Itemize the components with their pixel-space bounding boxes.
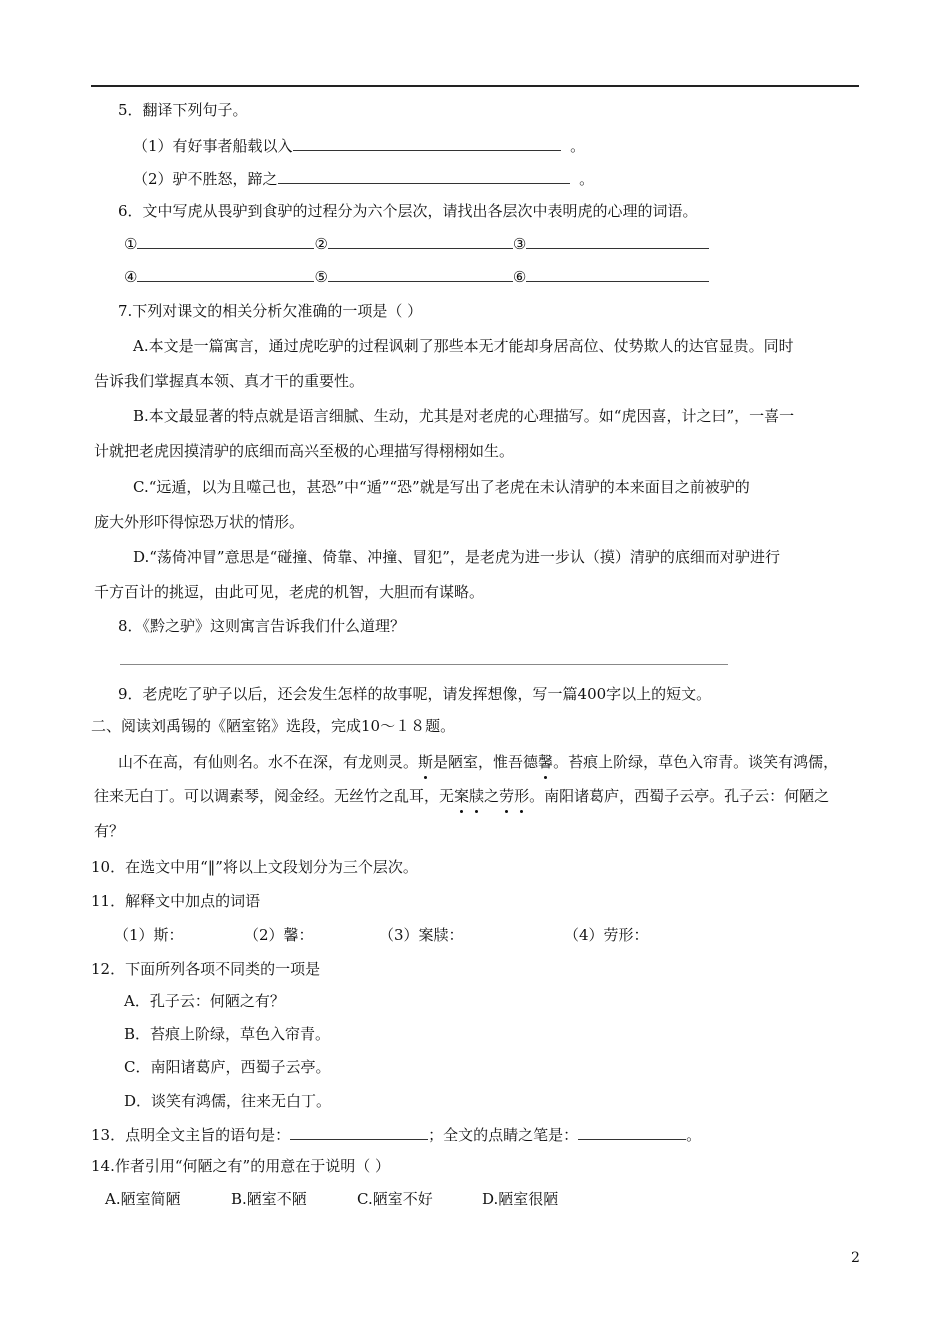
passage-text: 是陋室，惟吾德 — [433, 753, 539, 771]
q5-s1-text: （1）有好事者船载以入 — [133, 137, 293, 155]
answer-blank[interactable] — [137, 233, 314, 249]
q5-s1-end: 。 — [570, 137, 586, 155]
answer-blank[interactable] — [578, 1124, 686, 1140]
answer-blank[interactable] — [328, 233, 513, 249]
q14-option-a: A.陋室简陋 — [105, 1190, 181, 1208]
passage-line-1 — [118, 752, 838, 772]
q6-mark-6: ⑥ — [512, 268, 527, 286]
q6-row-2 — [124, 266, 709, 287]
header-rule — [91, 85, 859, 87]
q7-title: 7.下列对课文的相关分析欠准确的一项是（ ） — [118, 302, 423, 320]
answer-blank[interactable] — [526, 266, 709, 282]
dotted-word: 斯 — [418, 753, 434, 771]
section-2-title: 二、阅读刘禹锡的《陋室铭》选段，完成10～１８题。 — [91, 717, 456, 735]
q12-title: 12．下面所列各项不同类的一项是 — [91, 960, 321, 978]
q13-text-1: 13．点明全文主旨的语句是： — [91, 1126, 291, 1144]
q12-option-d: D．谈笑有鸿儒，往来无白丁。 — [124, 1092, 332, 1110]
q6-mark-4: ④ — [124, 268, 138, 286]
q13-text-2: ；全文的点睛之笔是： — [428, 1126, 579, 1144]
q6-mark-2: ② — [314, 235, 328, 253]
q6-title: 6．文中写虎从畏驴到食驴的过程分为六个层次，请找出各层次中表明虎的心理的词语。 — [118, 202, 698, 220]
passage-line-3: 有？ — [94, 822, 125, 840]
q11-item-2: （2）馨： — [244, 926, 314, 944]
q7-option-b-line-2: 计就把老虎因摸清驴的底细而高兴至极的心理描写得栩栩如生。 — [94, 442, 515, 460]
dotted-word: 馨 — [538, 753, 554, 771]
q7-option-c-line-1: C.“远遁，以为且噬己也，甚恐”中“遁”“恐”就是写出了老虎在未认清驴的本来面目之前被驴的 — [133, 478, 750, 496]
q7-option-d-line-2: 千方百计的挑逗，由此可见，老虎的机智，大胆而有谋略。 — [94, 583, 485, 601]
q7-option-a-line-2: 告诉我们掌握真本领、真才干的重要性。 — [94, 372, 365, 390]
q14-option-c: C.陋室不好 — [357, 1190, 433, 1208]
q7-option-b-line-1: B.本文最显著的特点就是语言细腻、生动，尤其是对老虎的心理描写。如“虎因喜，计之曰”，一喜一 — [133, 407, 795, 425]
q14-option-d: D.陋室很陋 — [482, 1190, 559, 1208]
q11-item-1: （1）斯： — [114, 926, 184, 944]
dotted-word: 形 — [514, 787, 530, 805]
q12-option-b: B．苔痕上阶绿，草色入帘青。 — [124, 1025, 331, 1043]
q7-option-a-line-1: A.本文是一篇寓言，通过虎吃驴的过程讽刺了那些本无才能却身居高位、仗势欺人的达官显贵。同时 — [133, 337, 794, 355]
q9-title: 9．老虎吃了驴子以后，还会发生怎样的故事呢，请发挥想像，写一篇400字以上的短文。 — [118, 685, 712, 703]
passage-line-2 — [94, 786, 829, 806]
dotted-word: 牍 — [469, 787, 485, 805]
q7-option-d-line-1: D.“荡倚冲冒”意思是“碰撞、倚靠、冲撞、冒犯”，是老虎为进一步认（摸）清驴的底细而对驴进行 — [133, 548, 780, 566]
q11-item-3: （3）案牍： — [379, 926, 464, 944]
q6-mark-5: ⑤ — [314, 268, 328, 286]
q14-option-b: B.陋室不陋 — [231, 1190, 307, 1208]
answer-blank[interactable] — [293, 135, 561, 151]
q12-option-c: C．南阳诸葛庐，西蜀子云亭。 — [124, 1058, 331, 1076]
passage-text: 。南阳诸葛庐，西蜀子云亭。孔子云：何陋之 — [529, 787, 830, 805]
q5-sentence-1 — [133, 135, 585, 156]
q13-line — [91, 1124, 701, 1145]
page-number: 2 — [851, 1250, 860, 1266]
q5-s2-text: （2）驴不胜怒，蹄之 — [133, 170, 278, 188]
answer-blank[interactable] — [278, 168, 570, 184]
q8-title: 8．《黔之驴》这则寓言告诉我们什么道理？ — [118, 617, 406, 635]
answer-blank[interactable] — [290, 1124, 428, 1140]
answer-blank[interactable] — [526, 233, 709, 249]
q12-option-a: A．孔子云：何陋之有？ — [124, 992, 285, 1010]
q5-sentence-2 — [133, 168, 594, 189]
passage-text: 之 — [484, 787, 500, 805]
passage-text: 往来无白丁。可以调素琴，阅金经。无丝竹之乱耳，无 — [94, 787, 455, 805]
q8-answer-line[interactable] — [120, 664, 728, 665]
answer-blank[interactable] — [137, 266, 314, 282]
answer-blank[interactable] — [328, 266, 513, 282]
q5-title: 5．翻译下列句子。 — [118, 101, 248, 119]
q14-title: 14.作者引用“何陋之有”的用意在于说明（ ） — [91, 1157, 390, 1175]
q5-s2-end: 。 — [579, 170, 595, 188]
q6-row-1 — [124, 233, 709, 254]
q6-mark-1: ① — [124, 235, 138, 253]
passage-text: 山不在高，有仙则名。水不在深，有龙则灵。 — [118, 753, 419, 771]
q6-mark-3: ③ — [512, 235, 527, 253]
q11-title: 11．解释文中加点的词语 — [91, 892, 261, 910]
q13-text-3: 。 — [686, 1126, 702, 1144]
dotted-word: 劳 — [499, 787, 515, 805]
passage-text: 。苔痕上阶绿，草色入帘青。谈笑有鸿儒， — [553, 753, 839, 771]
dotted-word: 案 — [454, 787, 470, 805]
q10-title: 10．在选文中用“‖”将以上文段划分为三个层次。 — [91, 858, 418, 876]
q7-option-c-line-2: 庞大外形吓得惊恐万状的情形。 — [94, 513, 305, 531]
q11-item-4: （4）劳形： — [564, 926, 649, 944]
